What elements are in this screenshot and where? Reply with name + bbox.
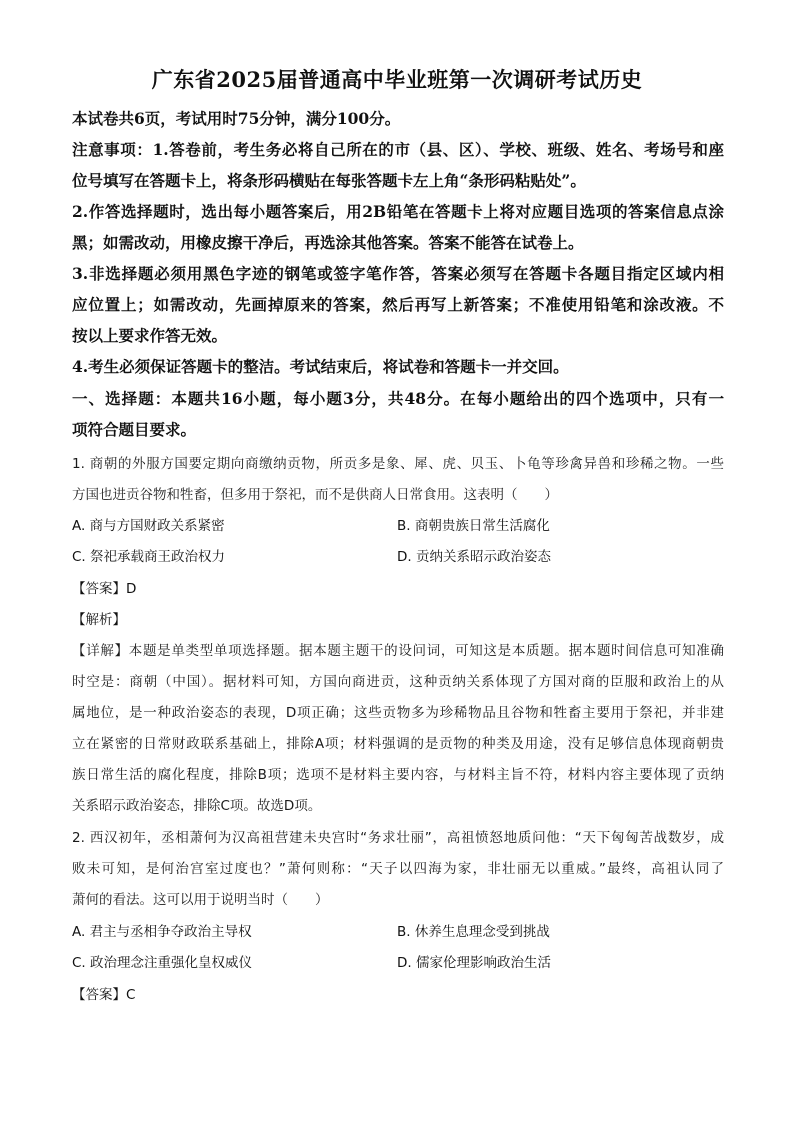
q1-detail-line-1: 【详解】本题是单类型单项选择题。据本题主题干的设问词，可知这是本质题。据本题时间信息可知准确 (72, 643, 724, 659)
page-title: 广东省2025届普通高中毕业班第一次调研考试历史 (151, 67, 643, 92)
q1-detail-line-4: 立在紧密的日常财政联系基础上，排除A项；材料强调的是贡物的种类及用途，没有足够信息体现商朝贵 (72, 736, 724, 752)
q1-stem-line-2: 方国也进贡谷物和牲畜，但多用于祭祀，而不是供商人日常食用。这表明（ ） (72, 487, 558, 503)
notice-line-5: 3.非选择题必须用黑色字迹的钢笔或签字笔作答，答案必须写在答题卡各题目指定区域内相 (72, 264, 724, 283)
q2-option-a[interactable]: A. 君主与丞相争夺政治主导权 (72, 924, 252, 940)
section-heading-line-1: 一、选择题：本题共16小题，每小题3分，共48分。在每小题给出的四个选项中，只有一 (72, 389, 724, 408)
notice-line-1: 注意事项：1.答卷前，考生务必将自己所在的市（县、区）、学校、班级、姓名、考场号和座 (72, 140, 724, 159)
notice-line-3: 2.作答选择题时，选出每小题答案后，用2B铅笔在答题卡上将对应题目选项的答案信息点涂 (72, 202, 724, 221)
q2-answer: 【答案】C (72, 987, 136, 1003)
notice-line-6: 应位置上；如需改动，先画掉原来的答案，然后再写上新答案；不准使用铅笔和涂改液。不 (72, 295, 724, 314)
q2-stem-line-2: 败未可知，是何治宫室过度也？”萧何则称：“天子以四海为家，非壮丽无以重威。”最终，高祖认同了 (72, 861, 724, 877)
q1-option-b[interactable]: B. 商朝贵族日常生活腐化 (397, 518, 550, 534)
q1-detail-line-2: 时空是：商朝（中国）。据材料可知，方国向商进贡，这种贡纳关系体现了方国对商的臣服和政治上的从 (72, 674, 724, 690)
q1-option-a[interactable]: A. 商与方国财政关系紧密 (72, 518, 225, 534)
section-heading-line-2: 项符合题目要求。 (72, 420, 197, 439)
q1-stem-line-1: 1. 商朝的外服方国要定期向商缴纳贡物，所贡多是象、犀、虎、贝玉、卜龟等珍禽异兽和珍稀之物。一些 (72, 456, 724, 472)
q1-analysis-label: 【解析】 (72, 612, 126, 628)
q2-stem-line-3: 萧何的看法。这可以用于说明当时（ ） (72, 892, 329, 908)
q2-stem-line-1: 2. 西汉初年，丞相萧何为汉高祖营建未央宫时“务求壮丽”，高祖愤怒地质问他：“天下匈匈苦战数岁，成 (72, 830, 724, 846)
q1-option-d[interactable]: D. 贡纳关系昭示政治姿态 (397, 549, 551, 565)
q1-detail-line-3: 属地位，是一种政治姿态的表现，D项正确；这些贡物多为珍稀物品且谷物和牲畜主要用于祭祀，并非建 (72, 705, 724, 721)
notice-line-2: 位号填写在答题卡上，将条形码横贴在每张答题卡左上角“条形码粘贴处”。 (72, 171, 586, 190)
notice-line-4: 黑；如需改动，用橡皮擦干净后，再选涂其他答案。答案不能答在试卷上。 (72, 233, 584, 252)
q1-detail-line-5: 族日常生活的腐化程度，排除B项；选项不是材料主要内容，与材料主旨不符，材料内容主要体现了贡纳 (72, 767, 724, 783)
exam-info-line: 本试卷共6页，考试用时75分钟，满分100分。 (72, 109, 401, 128)
notice-line-7: 按以上要求作答无效。 (72, 326, 228, 345)
notice-line-8: 4.考生必须保证答题卡的整洁。考试结束后，将试卷和答题卡一并交回。 (72, 357, 569, 376)
q1-option-c[interactable]: C. 祭祀承载商王政治权力 (72, 549, 226, 565)
q1-detail-line-6: 关系昭示政治姿态，排除C项。故选D项。 (72, 798, 322, 814)
q2-option-c[interactable]: C. 政治理念注重强化皇权威仪 (72, 955, 253, 971)
q2-option-d[interactable]: D. 儒家伦理影响政治生活 (397, 955, 551, 971)
q1-answer: 【答案】D (72, 581, 137, 597)
q2-option-b[interactable]: B. 休养生息理念受到挑战 (397, 924, 550, 940)
